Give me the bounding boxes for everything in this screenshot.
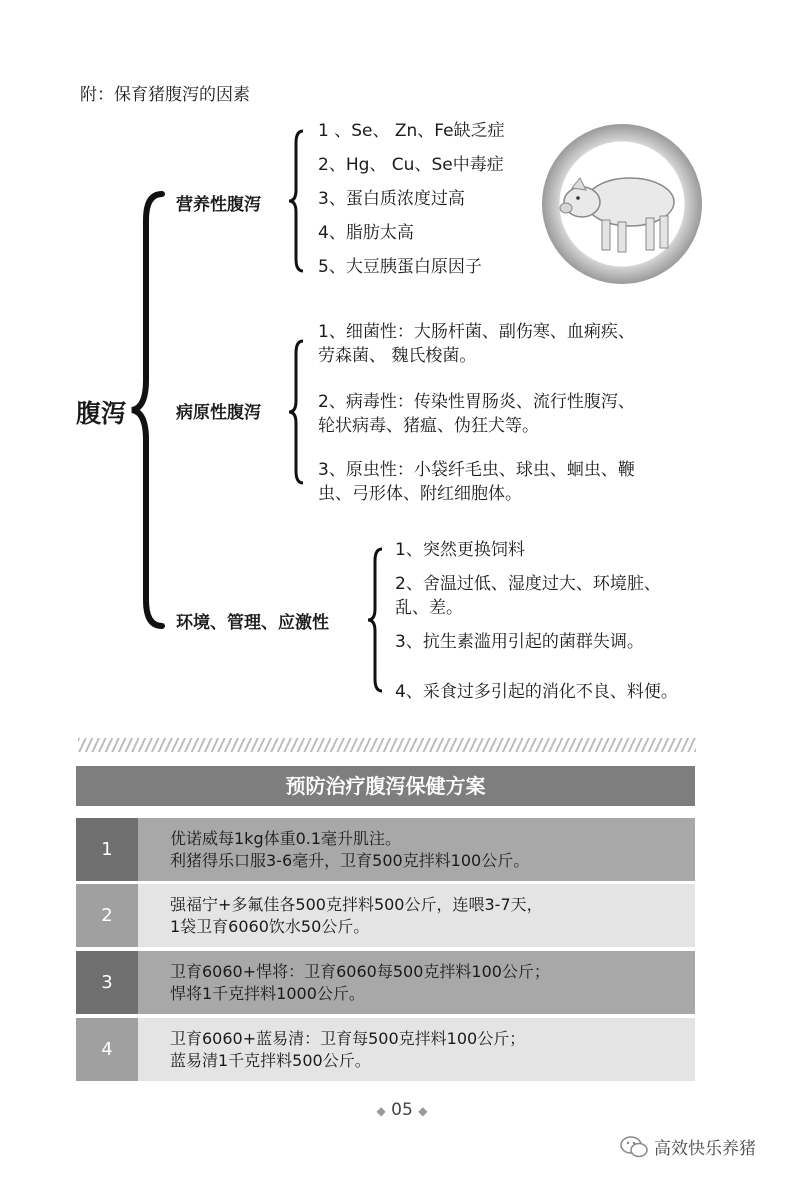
pathogenic-item: 1、细菌性：大肠杆菌、副伤寒、血痢疾、 劳森菌、 魏氏梭菌。 <box>318 322 635 366</box>
row-text: 卫育6060+蓝易清：卫育每500克拌料100公斤； 蓝易清1千克拌料500公斤。 <box>138 1018 695 1081</box>
environment-item: 1、突然更换饲料 <box>395 540 525 560</box>
root-brace <box>128 190 168 630</box>
row-number: 4 <box>76 1018 138 1081</box>
watermark: 高效快乐养猪 <box>620 1134 756 1159</box>
table-row <box>76 1018 695 1081</box>
category-nutritional: 营养性腹泻 <box>176 195 261 215</box>
environment-item: 4、采食过多引起的消化不良、料便。 <box>395 682 678 702</box>
environment-item: 3、抗生素滥用引起的菌群失调。 <box>395 632 644 652</box>
row-number: 2 <box>76 884 138 947</box>
nutritional-item: 5、大豆胰蛋白原因子 <box>318 257 482 277</box>
root-label: 腹泻 <box>76 399 127 428</box>
pathogenic-item: 3、原虫性：小袋纤毛虫、球虫、蛔虫、鞭 虫、弓形体、附红细胞体。 <box>318 460 635 504</box>
pathogenic-brace <box>287 338 307 486</box>
page-note: 附：保育猪腹泻的因素 <box>80 85 250 105</box>
section-banner: 预防治疗腹泻保健方案 <box>76 766 695 806</box>
nutritional-item: 1 、Se、 Zn、Fe缺乏症 <box>318 121 505 141</box>
row-number: 1 <box>76 818 138 881</box>
environment-item: 2、舍温过低、湿度过大、环境脏、 乱、差。 <box>395 574 661 618</box>
table-row <box>76 818 695 881</box>
nutritional-item: 2、Hg、 Cu、Se中毒症 <box>318 155 504 175</box>
pig-photo <box>542 124 702 284</box>
nutritional-item: 4、脂肪太高 <box>318 223 414 243</box>
diamond-icon: ◆ <box>376 1104 386 1118</box>
row-number: 3 <box>76 951 138 1014</box>
wechat-icon <box>620 1136 648 1158</box>
row-text: 优诺威每1kg体重0.1毫升肌注。 利猪得乐口服3-6毫升，卫育500克拌料100公斤。 <box>138 818 695 881</box>
environment-brace <box>366 546 386 694</box>
nutritional-item: 3、蛋白质浓度过高 <box>318 189 465 209</box>
nutritional-brace <box>287 128 307 274</box>
pig-icon <box>542 124 702 284</box>
row-text: 强福宁+多氟佳各500克拌料500公斤，连喂3-7天， 1袋卫育6060饮水50公斤。 <box>138 884 695 947</box>
table-row <box>76 951 695 1014</box>
diamond-icon: ◆ <box>418 1104 428 1118</box>
page-number: ◆ 05 ◆ <box>376 1100 428 1120</box>
table-row <box>76 884 695 947</box>
row-text: 卫育6060+悍将：卫育6060每500克拌料100公斤； 悍将1千克拌料1000公斤。 <box>138 951 695 1014</box>
category-environment: 环境、管理、应激性 <box>176 613 329 633</box>
pathogenic-item: 2、病毒性：传染性胃肠炎、流行性腹泻、 轮状病毒、猪瘟、伪狂犬等。 <box>318 392 635 436</box>
category-pathogenic: 病原性腹泻 <box>176 403 261 423</box>
hatched-divider <box>78 738 696 752</box>
